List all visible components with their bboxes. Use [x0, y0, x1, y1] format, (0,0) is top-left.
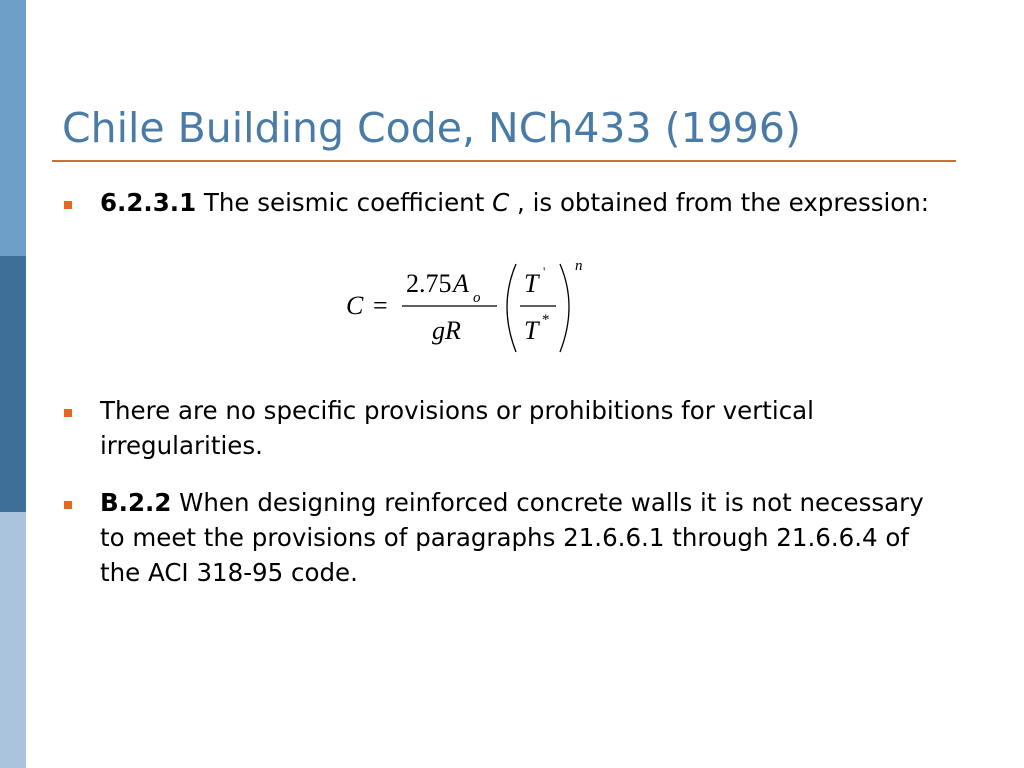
bullet-text: There are no specific provisions or prohibitions for vertical irregularities.: [100, 396, 814, 460]
formula-numerator-subscript: o: [473, 290, 481, 306]
formula-ratio-bottom-mark: *: [542, 312, 550, 328]
bullet-item-seismic-coefficient: [100, 185, 950, 220]
formula-numerator-var: A: [453, 269, 469, 298]
seismic-coefficient-formula: [340, 256, 600, 356]
sidebar-segment-top: [0, 0, 26, 256]
formula-denominator: gR: [432, 316, 461, 345]
bullet-marker: [64, 409, 72, 417]
formula-ratio-top: T: [524, 269, 539, 298]
formula-lhs: C: [346, 291, 364, 320]
title-underline: [52, 160, 956, 162]
sidebar-accent-bar: [0, 0, 26, 768]
bullet-lead: B.2.2: [100, 488, 172, 517]
formula-equals: =: [373, 291, 388, 320]
formula-ratio-top-mark: ': [543, 264, 546, 279]
bullet-marker: [64, 201, 72, 209]
slide-title: Chile Building Code, NCh433 (1996): [62, 104, 801, 152]
bullet-marker: [64, 501, 72, 509]
right-paren: [560, 264, 569, 352]
sidebar-segment-bottom: [0, 512, 26, 768]
bullet-lead: 6.2.3.1: [100, 188, 197, 217]
bullet-item-vertical-irregularities: [100, 393, 950, 463]
bullet-text: When designing reinforced concrete walls it is not necessary to meet the provisions of paragraphs 21.6.6.1 through 21.6.6.4 of the ACI 318-95 code.: [100, 488, 924, 587]
formula-numerator-coef: 2.75: [406, 269, 452, 298]
formula-ratio-bottom: T: [524, 316, 539, 345]
formula-exponent: n: [575, 258, 583, 274]
variable-c: C: [492, 188, 510, 217]
sidebar-segment-middle: [0, 256, 26, 512]
bullet-text-continued: , is obtained from the expression:: [509, 188, 930, 217]
bullet-text: The seismic coefficient: [196, 188, 493, 217]
left-paren: [507, 264, 516, 352]
bullet-item-concrete-walls: [100, 485, 950, 590]
